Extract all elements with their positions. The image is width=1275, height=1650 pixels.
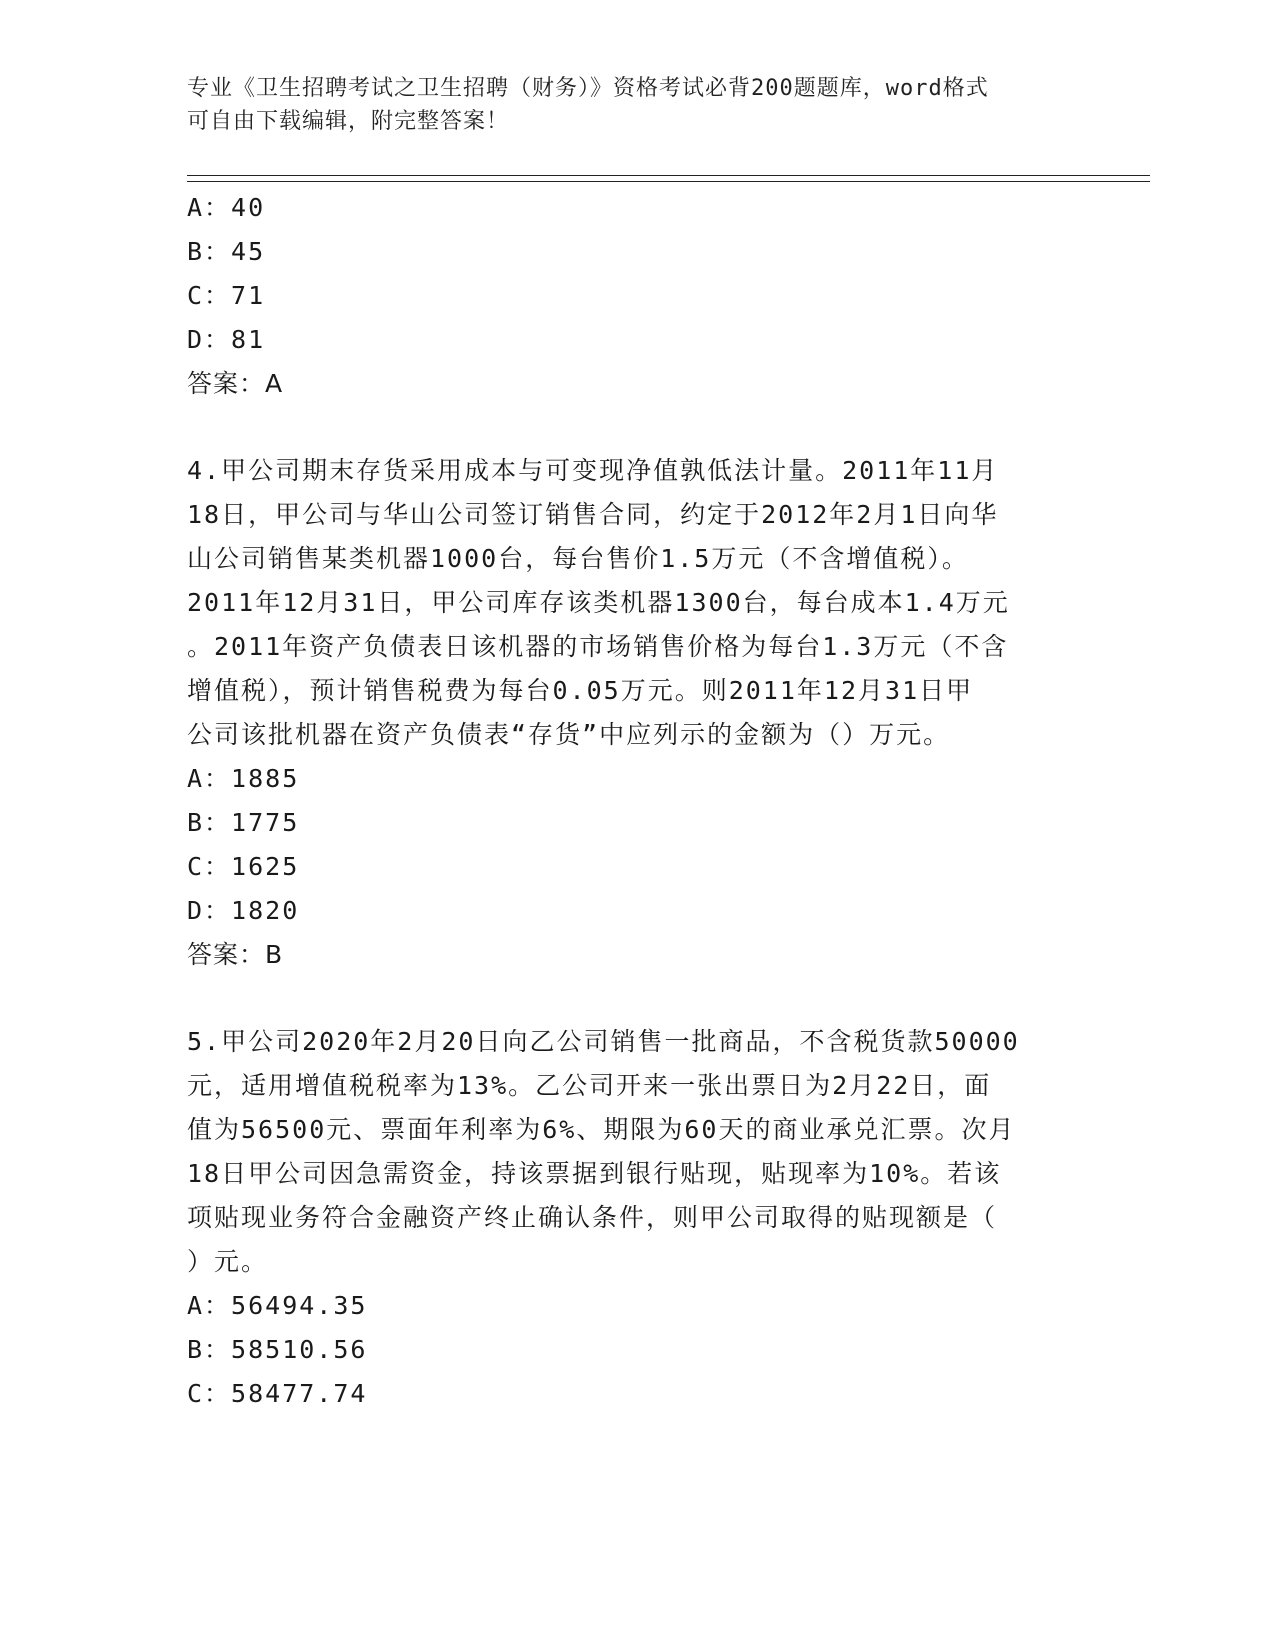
q4-stem-line: 18日，甲公司与华山公司签订销售合同，约定于2012年2月1日向华: [187, 500, 999, 529]
q5-option-b: B：58510.56: [187, 1335, 368, 1364]
q4-option-a: A：1885: [187, 764, 300, 793]
q4-stem-line: 增值税），预计销售税费为每台0.05万元。则2011年12月31日甲: [187, 676, 974, 705]
q3-answer: 答案：A: [187, 369, 284, 398]
q3-option-d: D：81: [187, 325, 266, 354]
q4-stem-line: 山公司销售某类机器1000台，每台售价1.5万元（不含增值税）。: [187, 544, 969, 573]
q3-option-b: B：45: [187, 237, 266, 266]
q4-stem-line: 公司该批机器在资产负债表“存货”中应列示的金额为（）万元。: [187, 720, 951, 749]
q4-stem-line: 2011年12月31日，甲公司库存该类机器1300台，每台成本1.4万元: [187, 588, 1010, 617]
q4-answer: 答案：B: [187, 940, 284, 969]
q5-stem-line: 值为56500元、票面年利率为6%、期限为60天的商业承兑汇票。次月: [187, 1115, 1016, 1144]
q5-stem-line: 项贴现业务符合金融资产终止确认条件，则甲公司取得的贴现额是（: [187, 1203, 998, 1232]
q5-stem-line: ）元。: [187, 1247, 269, 1276]
q5-stem-line: 18日甲公司因急需资金，持该票据到银行贴现，贴现率为10%。若该: [187, 1159, 1002, 1188]
header-line-2: 可自由下载编辑，附完整答案！: [187, 109, 510, 134]
header-rule-top: [187, 175, 1150, 176]
q4-option-b: B：1775: [187, 808, 300, 837]
header-rule-bottom: [187, 181, 1150, 182]
q4-stem-line: 。2011年资产负债表日该机器的市场销售价格为每台1.3万元（不含: [187, 632, 1009, 661]
q4-stem-line: 4.甲公司期末存货采用成本与可变现净值孰低法计量。2011年11月: [187, 456, 999, 485]
q5-stem-line: 元，适用增值税税率为13%。乙公司开来一张出票日为2月22日，面: [187, 1071, 992, 1100]
q4-option-c: C：1625: [187, 852, 300, 881]
q3-option-c: C：71: [187, 281, 266, 310]
document-header: [187, 72, 1067, 138]
q3-option-a: A：40: [187, 193, 266, 222]
q5-option-a: A：56494.35: [187, 1291, 368, 1320]
q5-option-c: C：58477.74: [187, 1379, 368, 1408]
q4-option-d: D：1820: [187, 896, 300, 925]
q5-stem-line: 5.甲公司2020年2月20日向乙公司销售一批商品，不含税货款50000: [187, 1027, 1020, 1056]
header-line-1: 专业《卫生招聘考试之卫生招聘（财务）》资格考试必背200题题库，word格式: [187, 76, 989, 101]
